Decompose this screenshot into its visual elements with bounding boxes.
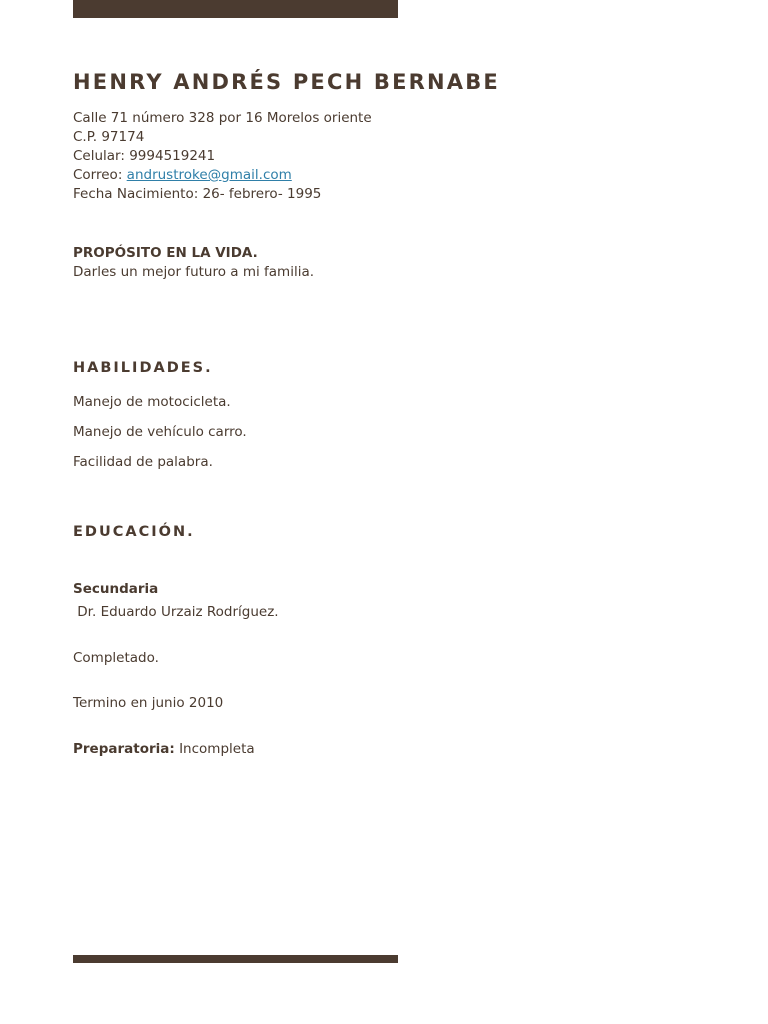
education-status: Completado. (73, 650, 159, 666)
preparatory-label: Preparatoria: (73, 741, 175, 757)
education-heading: EDUCACIÓN. (73, 524, 195, 540)
bottom-accent-bar (73, 955, 398, 963)
purpose-text: Darles un mejor futuro a mi familia. (73, 264, 315, 280)
email-label: Correo: (73, 167, 127, 183)
resume-name: HENRY ANDRÉS PECH BERNABE (73, 70, 500, 94)
skill-item: Facilidad de palabra. (73, 454, 213, 470)
postal-code-line: C.P. 97174 (73, 129, 145, 145)
skill-item: Manejo de vehículo carro. (73, 424, 247, 440)
skills-heading: HABILIDADES. (73, 360, 213, 376)
email-line (73, 166, 292, 185)
school-name: Dr. Eduardo Urzaiz Rodríguez. (73, 604, 279, 620)
address-line: Calle 71 número 328 por 16 Morelos oriente (73, 110, 372, 126)
secondary-label: Secundaria (73, 581, 159, 597)
purpose-heading: PROPÓSITO EN LA VIDA. (73, 245, 258, 261)
email-link[interactable]: andrustroke@gmail.com (126, 167, 292, 183)
preparatory-value: Incompleta (174, 741, 255, 757)
top-accent-bar (73, 0, 398, 18)
skill-item: Manejo de motocicleta. (73, 394, 231, 410)
phone-line: Celular: 9994519241 (73, 148, 216, 164)
preparatory-line (73, 740, 255, 759)
birth-date-line: Fecha Nacimiento: 26- febrero- 1995 (73, 186, 322, 202)
education-end-date: Termino en junio 2010 (73, 695, 224, 711)
